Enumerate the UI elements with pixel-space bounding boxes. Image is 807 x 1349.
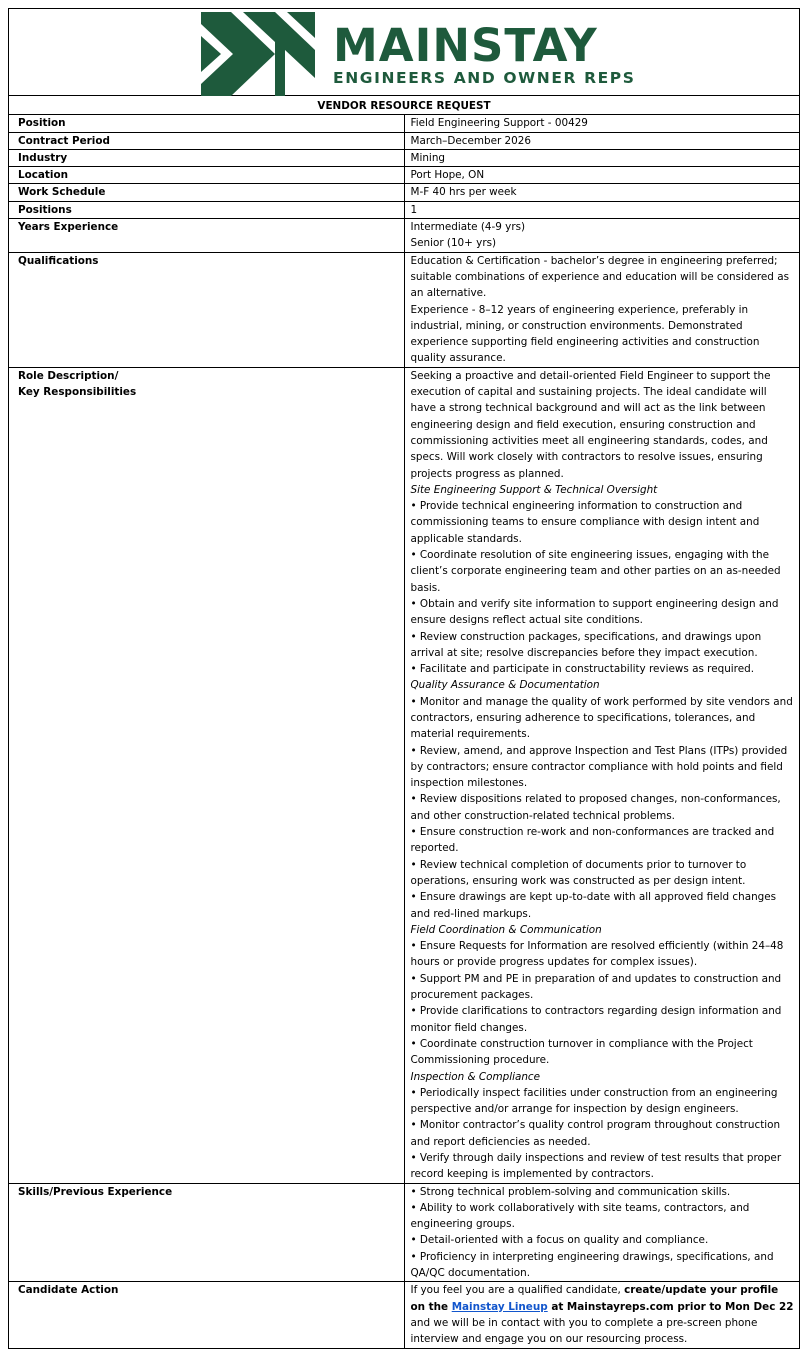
field-label: Work Schedule <box>9 184 405 201</box>
responsibility-item: • Coordinate construction turnover in compliance with the Project Commissioning procedure. <box>410 1037 753 1067</box>
experience-level: Senior (10+ yrs) <box>410 237 497 250</box>
responsibility-item: • Review construction packages, specifications, and drawings upon arrival at site; resolve discrepancies before they impact execution. <box>410 630 762 659</box>
field-label: Industry <box>9 149 405 166</box>
section-heading: Field Coordination & Communication <box>410 923 602 936</box>
candidate-action-emphasis: create/update your profile on the <box>410 1284 779 1313</box>
candidate-action-value <box>404 1282 800 1348</box>
experience-level: Intermediate (4-9 yrs) <box>410 221 526 234</box>
brand-wordmark <box>333 19 636 87</box>
role-description-row <box>9 367 800 1183</box>
field-label: Contract Period <box>9 132 405 149</box>
responsibility-item: • Ensure construction re-work and non-conformances are tracked and reported. <box>410 826 775 855</box>
years-experience-value <box>404 219 800 253</box>
years-experience-label: Years Experience <box>9 219 405 253</box>
responsibility-item: • Review dispositions related to proposed changes, non-conformances, and other construction-related technical problems. <box>410 793 781 822</box>
section-heading: Quality Assurance & Documentation <box>410 679 600 692</box>
field-row <box>9 149 800 166</box>
responsibility-item: • Review, amend, and approve Inspection and Test Plans (ITPs) provided by contractors; ensure contractor compliance with hold points and field inspection milestones. <box>410 744 788 790</box>
years-experience-row <box>9 219 800 253</box>
role-description-label <box>9 367 405 1183</box>
request-table <box>8 8 800 1349</box>
role-intro: Seeking a proactive and detail-oriented Field Engineer to support the execution of capital and sustaining projects. The ideal candidate will have a strong technical background and will act as the link between engineering design and field execution, ensuring construction and commissioning activities meet all engineering standards, codes, and specs. Will work closely with contractors to resolve issues, ensuring projects progress as planned. <box>410 369 771 480</box>
skills-value <box>404 1183 800 1282</box>
responsibility-item: • Review technical completion of documents prior to turnover to operations, ensuring work was constructed as per design intent. <box>410 858 747 887</box>
qualifications-row <box>9 252 800 367</box>
responsibility-item: • Facilitate and participate in constructability reviews as required. <box>410 663 754 676</box>
brand-name: MAINSTAY <box>333 19 598 72</box>
skill-item: • Strong technical problem-solving and communication skills. <box>410 1185 731 1198</box>
responsibility-item: • Periodically inspect facilities under construction from an engineering perspective and/or arrange for inspection by design engineers. <box>410 1086 778 1116</box>
mainstay-logo-mark-icon <box>201 12 315 96</box>
skills-label: Skills/Previous Experience <box>9 1183 405 1282</box>
field-row <box>9 201 800 218</box>
candidate-action-deadline: at Mainstayreps.com prior to Mon Dec 22 <box>547 1300 794 1313</box>
responsibility-item: • Coordinate resolution of site engineering issues, engaging with the client’s corporate engineering team and other parties on an as-needed basis. <box>410 549 781 594</box>
responsibility-item: • Support PM and PE in preparation of and updates to construction and procurement packages. <box>410 972 782 1002</box>
responsibility-item: • Ensure Requests for Information are resolved efficiently (within 24–48 hours or provide progress updates for complex issues). <box>410 940 784 969</box>
skill-item: • Proficiency in interpreting engineering drawings, specifications, and QA/QC documentation. <box>410 1250 774 1280</box>
qualifications-label: Qualifications <box>9 252 405 367</box>
field-label: Location <box>9 167 405 184</box>
brand-subtitle: ENGINEERS AND OWNER REPS <box>333 69 636 87</box>
qualification-item: Experience - 8–12 years of engineering experience, preferably in industrial, mining, or construction environments. Demonstrated experience supporting field engineering activities and construction quality assurance. <box>410 303 760 365</box>
field-row <box>9 132 800 149</box>
field-row <box>9 184 800 201</box>
candidate-action-row <box>9 1282 800 1348</box>
field-row <box>9 115 800 132</box>
field-value: Mining <box>404 149 800 166</box>
candidate-action-label: Candidate Action <box>9 1282 405 1348</box>
role-label-line: Key Responsibilities <box>18 386 137 399</box>
vendor-resource-request-document <box>8 8 800 1349</box>
candidate-action-closing: and we will be in contact with you to complete a pre-screen phone interview and engage you on our resourcing process. <box>410 1316 758 1346</box>
responsibility-item: • Monitor and manage the quality of work performed by site vendors and contractors, ensuring adherence to specifications, tolerances, and material requirements. <box>410 695 793 741</box>
responsibility-item: • Monitor contractor’s quality control program throughout construction and report deficiencies as needed. <box>410 1119 781 1148</box>
field-row <box>9 167 800 184</box>
role-description-value <box>404 367 800 1183</box>
mainstay-lineup-link[interactable]: Mainstay Lineup <box>451 1300 548 1313</box>
field-value: Port Hope, ON <box>404 167 800 184</box>
responsibility-item: • Provide technical engineering information to construction and commissioning teams to ensure compliance with design intent and applicable standards. <box>410 500 760 545</box>
skill-item: • Ability to work collaboratively with site teams, contractors, and engineering groups. <box>410 1201 750 1231</box>
candidate-action-text: If you feel you are a qualified candidate, <box>410 1284 625 1297</box>
field-label: Position <box>9 115 405 132</box>
logo-header <box>9 9 800 96</box>
responsibility-item: • Ensure drawings are kept up-to-date with all approved field changes and red-lined markups. <box>410 891 777 920</box>
field-value: 1 <box>404 201 800 218</box>
field-value: March–December 2026 <box>404 132 800 149</box>
qualifications-value <box>404 252 800 367</box>
field-label: Positions <box>9 201 405 218</box>
section-heading: Site Engineering Support & Technical Oversight <box>410 483 658 496</box>
qualification-item: Education & Certification - bachelor’s degree in engineering preferred; suitable combinations of experience and education will be considered as an alternative. <box>410 254 789 300</box>
field-value: M-F 40 hrs per week <box>404 184 800 201</box>
responsibility-item: • Obtain and verify site information to support engineering design and ensure designs reflect actual site conditions. <box>410 597 779 627</box>
responsibility-item: • Verify through daily inspections and review of test results that proper record keeping is implemented by contractors. <box>410 1152 782 1181</box>
document-title: VENDOR RESOURCE REQUEST <box>9 96 800 115</box>
responsibility-item: • Provide clarifications to contractors regarding design information and monitor field changes. <box>410 1005 782 1034</box>
role-label-line: Role Description/ <box>18 369 119 382</box>
field-value: Field Engineering Support - 00429 <box>404 115 800 132</box>
skill-item: • Detail-oriented with a focus on quality and compliance. <box>410 1234 709 1247</box>
section-heading: Inspection & Compliance <box>410 1070 541 1083</box>
skills-row <box>9 1183 800 1282</box>
